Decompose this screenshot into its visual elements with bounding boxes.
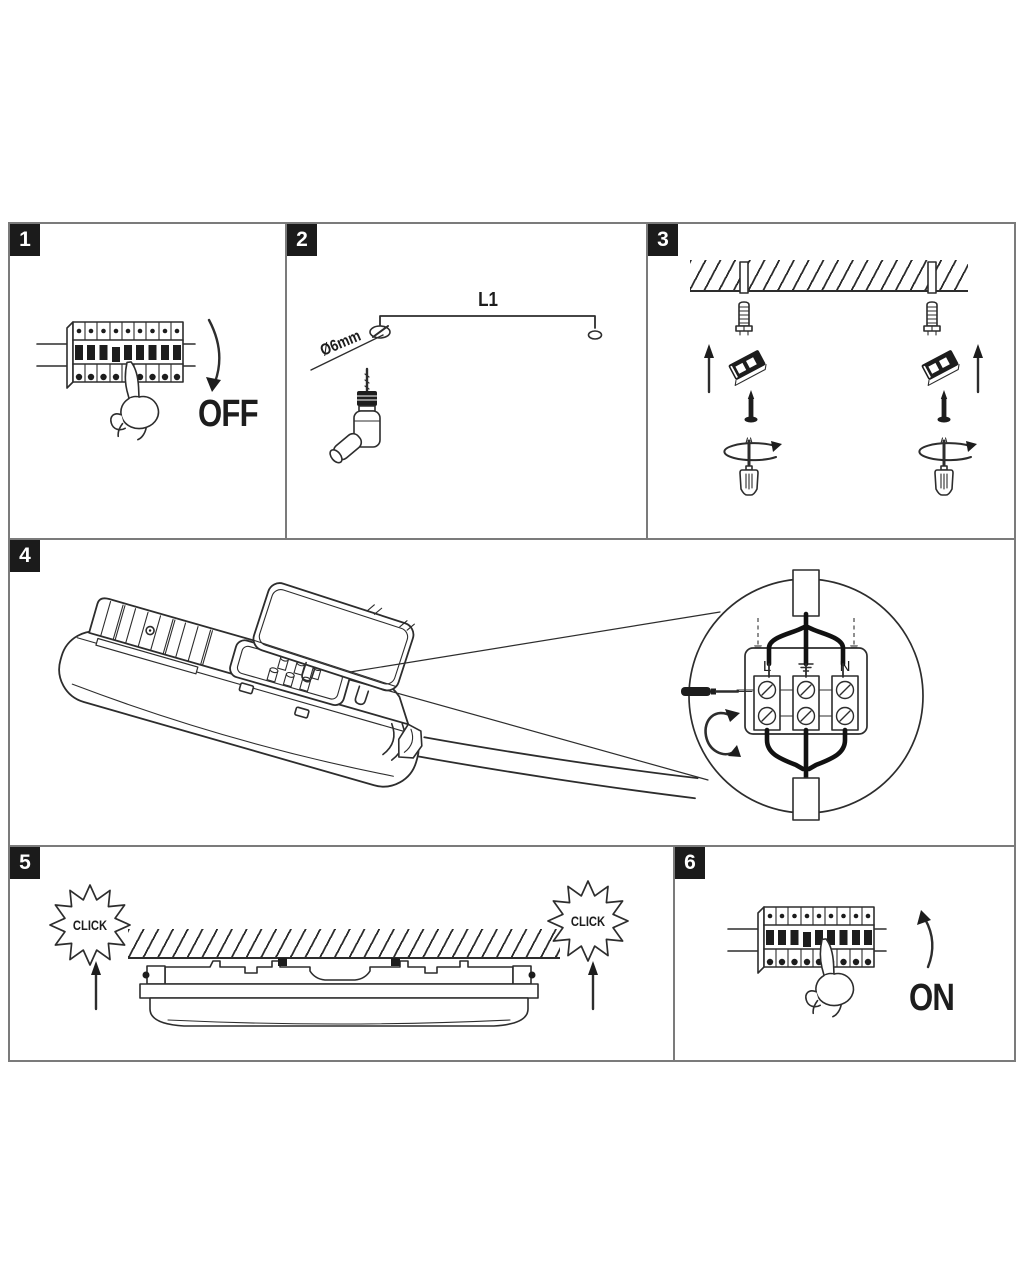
step-4-badge: 4 xyxy=(10,540,40,572)
clip-peg-right xyxy=(391,958,400,966)
drill-hole-right-icon xyxy=(589,331,602,339)
cable-sheath-bottom xyxy=(793,778,819,820)
step-6-panel xyxy=(673,845,1016,1062)
ceiling-hole-left xyxy=(740,262,748,293)
mounting-plate xyxy=(140,984,538,998)
step-2-panel xyxy=(285,222,648,540)
drill-icon xyxy=(327,369,380,465)
wiring-detail-circle xyxy=(681,570,923,820)
step-5-panel xyxy=(8,845,675,1062)
ceiling-hole-right xyxy=(928,262,936,293)
click-label-right: CLICK xyxy=(570,913,606,930)
step-4-illustration xyxy=(10,540,1014,845)
curved-arrow-up-icon xyxy=(925,919,932,967)
hole-diameter-label: Ø6mm xyxy=(317,327,364,360)
terminal-label-live: L xyxy=(762,658,772,675)
step-6-caption: ON xyxy=(909,977,955,1019)
luminaire-side-view xyxy=(140,958,538,1026)
step-1-illustration xyxy=(10,224,285,538)
dimension-label: L1 xyxy=(478,287,498,311)
step-3-panel xyxy=(646,222,1016,540)
cable-sheath-top xyxy=(793,570,819,616)
terminal-columns xyxy=(737,676,858,730)
step-5-badge: 5 xyxy=(10,847,40,879)
dimension-line xyxy=(380,316,595,328)
mains-cable xyxy=(419,703,701,833)
curved-arrow-down-icon xyxy=(209,320,219,382)
step-3-badge: 3 xyxy=(648,224,678,256)
terminal-label-neutral: N xyxy=(839,658,851,675)
step-4-panel xyxy=(8,538,1016,847)
step-6-badge: 6 xyxy=(675,847,705,879)
click-label-left: CLICK xyxy=(72,917,108,934)
step-1-badge: 1 xyxy=(10,224,40,256)
step-6-illustration xyxy=(675,847,1014,1060)
step-1-panel xyxy=(8,222,287,540)
step-2-badge: 2 xyxy=(287,224,317,256)
step-3-illustration xyxy=(648,224,1014,538)
step-2-illustration xyxy=(287,224,646,538)
step-5-illustration xyxy=(10,847,673,1060)
clip-peg-left xyxy=(278,958,287,966)
step-1-caption: OFF xyxy=(198,393,258,435)
